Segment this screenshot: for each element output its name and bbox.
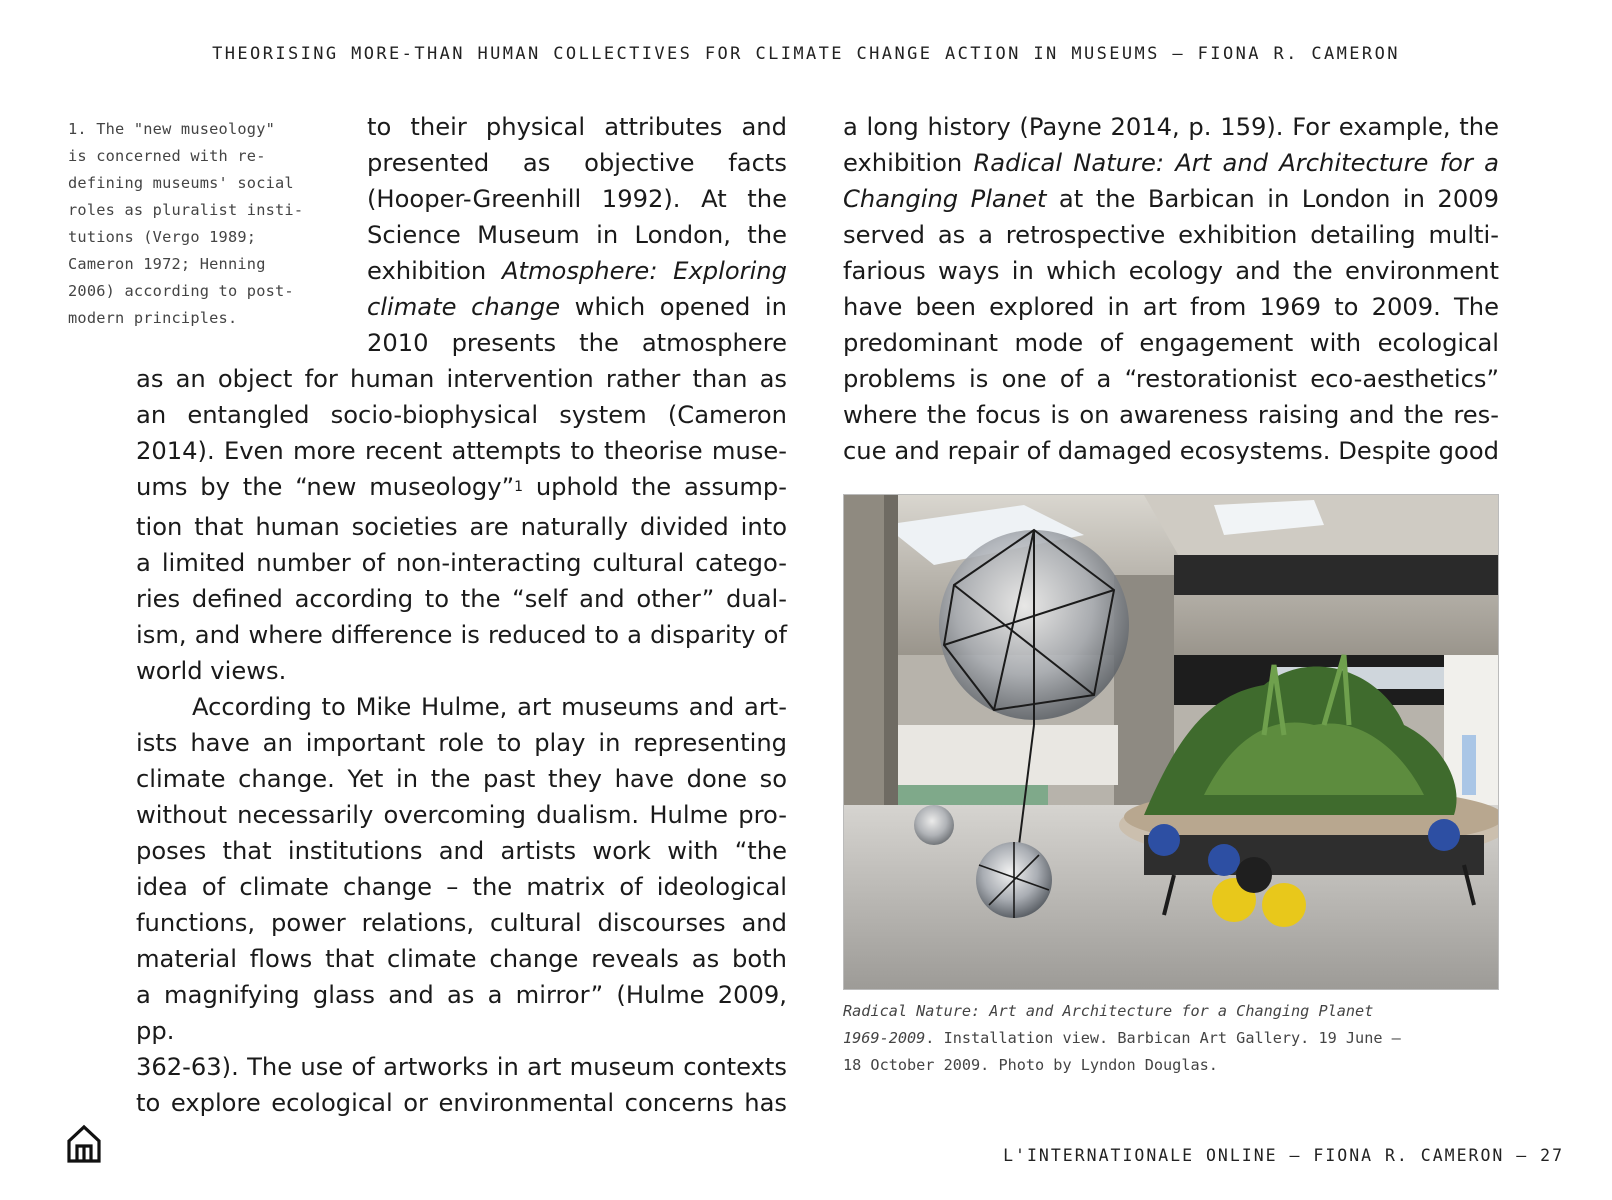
text-line: climate change which opened in — [367, 293, 787, 321]
running-header: THEORISING MORE-THAN HUMAN COLLECTIVES FOR CLIMATE CHANGE ACTION IN MUSEUMS – FIONA R. CAMERON — [212, 44, 1400, 64]
footnote-line: is concerned with re- — [68, 147, 266, 165]
installation-photo — [843, 494, 1499, 990]
text-line: climate change. Yet in the past they have done so — [136, 765, 787, 793]
text-line: served as a retrospective exhibition detailing multi- — [843, 221, 1499, 249]
text-line: Changing Planet at the Barbican in London in 2009 — [843, 185, 1499, 213]
text-line: a long history (Payne 2014, p. 159). For example, the — [843, 113, 1499, 141]
text-line: poses that institutions and artists work with “the — [136, 837, 787, 865]
caption-line: Radical Nature: Art and Architecture for a Changing Planet — [843, 1002, 1374, 1020]
photo-caption — [843, 998, 1503, 1079]
text-line: exhibition Radical Nature: Art and Architecture for a — [843, 149, 1500, 177]
text-line: problems is one of a “restorationist eco-aesthetics” — [843, 365, 1499, 393]
text-line: to explore ecological or environmental concerns has — [136, 1089, 787, 1117]
body-column-left — [136, 361, 787, 1121]
footnote-line: defining museums' social — [68, 174, 294, 192]
text-line: tion that human societies are naturally divided into — [136, 513, 787, 541]
text-line: a limited number of non-interacting cultural catego- — [136, 549, 787, 577]
text-line: idea of climate change – the matrix of ideological — [136, 873, 787, 901]
text-line: presented as objective facts — [367, 149, 787, 177]
footnote — [68, 116, 340, 332]
text-line: farious ways in which ecology and the environment — [843, 257, 1499, 285]
exhibition-title: climate change — [367, 293, 561, 321]
text-line: ism, and where difference is reduced to a disparity of — [136, 621, 787, 649]
text-line: a magnifying glass and as a mirror” (Hulme 2009, pp. — [136, 981, 787, 1045]
text-line: exhibition Atmosphere: Exploring — [367, 257, 787, 285]
footnote-line: 2006) according to post- — [68, 282, 294, 300]
exhibition-title: Atmosphere: Exploring — [501, 257, 787, 285]
text-line: 2010 presents the atmosphere — [367, 329, 787, 357]
footnote-line: modern principles. — [68, 309, 238, 327]
text-line: 2014). Even more recent attempts to theorise muse- — [136, 437, 787, 465]
footnote-reference[interactable]: 1 — [514, 479, 524, 495]
page-footer: L'INTERNATIONALE ONLINE – FIONA R. CAMERON – 27 — [1003, 1146, 1564, 1165]
footnote-line: Cameron 1972; Henning — [68, 255, 266, 273]
text-line: 362-63). The use of artworks in art museum contexts — [136, 1053, 787, 1081]
body-column-right — [843, 109, 1499, 469]
text-line: without necessarily overcoming dualism. Hulme pro- — [136, 801, 787, 829]
footnote-line: tutions (Vergo 1989; — [68, 228, 257, 246]
text-line: an entangled socio-biophysical system (Cameron — [136, 401, 787, 429]
text-line: cue and repair of damaged ecosystems. Despite good — [843, 437, 1499, 465]
footnote-line: 1. The "new museology" — [68, 120, 276, 138]
text-line: ries defined according to the “self and other” dual- — [136, 585, 787, 613]
text-line: Science Museum in London, the — [367, 221, 787, 249]
text-line: ums by the “new museology”$^1$ uphold the assump- — [136, 473, 787, 501]
caption-line: 18 October 2009. Photo by Lyndon Douglas. — [843, 1056, 1218, 1074]
text-line: world views. — [136, 657, 287, 685]
text-line: functions, power relations, cultural discourses and — [136, 909, 787, 937]
caption-line: 1969-2009. Installation view. Barbican Art Gallery. 19 June – — [843, 1029, 1401, 1047]
body-column-upper-left — [367, 109, 787, 361]
text-line: to their physical attributes and — [367, 113, 787, 141]
text-line: where the focus is on awareness raising and the res- — [843, 401, 1499, 429]
text-line: as an object for human intervention rather than as — [136, 365, 787, 393]
text-line: have been explored in art from 1969 to 2009. The — [843, 293, 1499, 321]
text-line: ists have an important role to play in representing — [136, 729, 787, 757]
footnote-line: roles as pluralist insti- — [68, 201, 304, 219]
text-line: (Hooper-Greenhill 1992). At the — [367, 185, 787, 213]
text-line: According to Mike Hulme, art museums and art- — [192, 693, 787, 721]
home-icon[interactable] — [66, 1124, 102, 1164]
text-line: material flows that climate change reveals as both — [136, 945, 787, 973]
exhibition-title: Changing Planet — [843, 185, 1047, 213]
exhibition-title: Radical Nature: Art and Architecture for a — [973, 149, 1500, 177]
text-line: predominant mode of engagement with ecological — [843, 329, 1499, 357]
